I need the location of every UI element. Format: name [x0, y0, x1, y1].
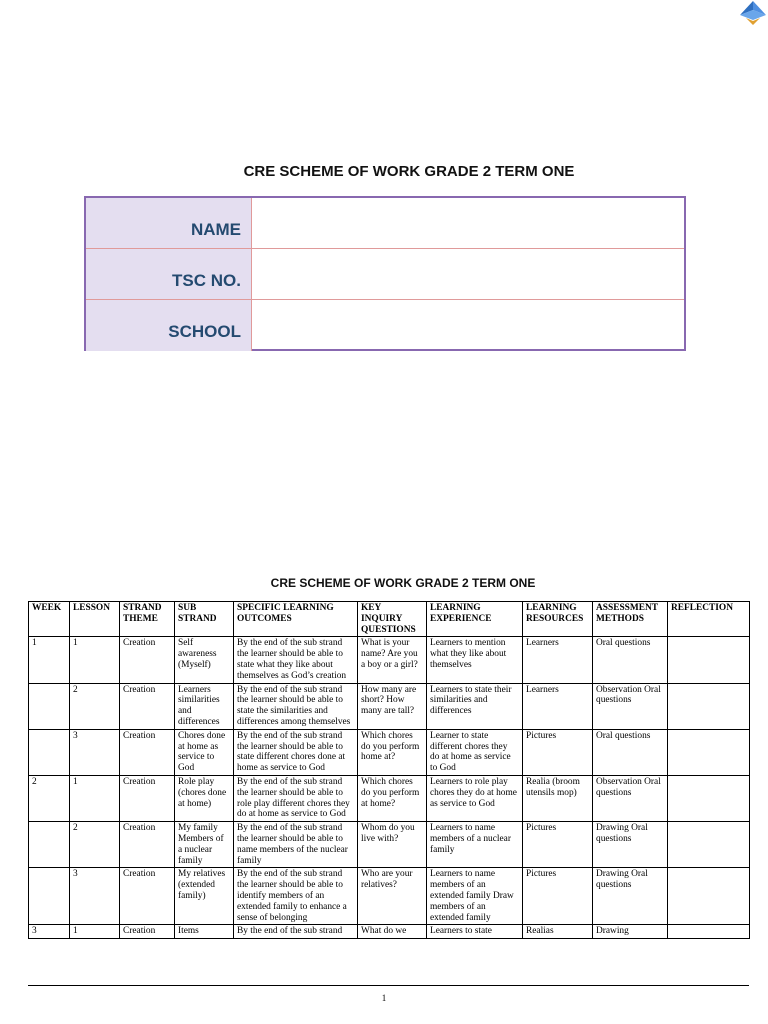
publisher-logo-icon [736, 0, 768, 28]
cell-week [29, 868, 70, 925]
cell-experience: Learners to state their similarities and differences [427, 683, 523, 729]
cell-lesson: 3 [70, 729, 120, 775]
header-sub-strand: SUB STRAND [175, 602, 234, 637]
cell-strand: Creation [120, 729, 175, 775]
cell-lesson: 2 [70, 822, 120, 868]
cell-resources: Learners [523, 637, 593, 683]
cell-reflection [668, 868, 750, 925]
table-row [29, 683, 750, 729]
header-lesson: LESSON [70, 602, 120, 637]
cell-outcomes: By the end of the sub strand the learner should be able to role play different chores they do at home as service to God [234, 775, 358, 821]
header-week: WEEK [29, 602, 70, 637]
cell-lesson: 3 [70, 868, 120, 925]
cell-experience: Learners to mention what they like about themselves [427, 637, 523, 683]
cell-questions: Whom do you live with? [358, 822, 427, 868]
cell-strand: Creation [120, 775, 175, 821]
cell-reflection [668, 729, 750, 775]
cell-resources: Pictures [523, 822, 593, 868]
cell-sub-strand: Chores done at home as service to God [175, 729, 234, 775]
scheme-of-work-table [28, 601, 750, 939]
cell-assessment: Drawing Oral questions [593, 822, 668, 868]
cell-strand: Creation [120, 925, 175, 939]
cell-outcomes: By the end of the sub strand the learner should be able to state the similarities and differences among themselves [234, 683, 358, 729]
cell-reflection [668, 775, 750, 821]
cell-questions: Which chores do you perform home at? [358, 729, 427, 775]
cell-week [29, 683, 70, 729]
table-row [29, 925, 750, 939]
cell-week: 2 [29, 775, 70, 821]
cell-experience: Learners to name members of a nuclear family [427, 822, 523, 868]
cell-experience: Learners to state [427, 925, 523, 939]
cell-outcomes: By the end of the sub strand the learner should be able to identify members of an extended family to enhance a sense of belonging [234, 868, 358, 925]
cell-questions: What do we [358, 925, 427, 939]
cell-outcomes: By the end of the sub strand the learner should be able to state what they like about themselves as God’s creation [234, 637, 358, 683]
cell-lesson: 1 [70, 925, 120, 939]
tsc-value [252, 249, 684, 299]
cell-reflection [668, 683, 750, 729]
cell-assessment: Observation Oral questions [593, 775, 668, 821]
document-title: CRE SCHEME OF WORK GRADE 2 TERM ONE [243, 163, 575, 180]
cell-strand: Creation [120, 683, 175, 729]
cell-questions: Which chores do you perform at home? [358, 775, 427, 821]
table-header-row [29, 602, 750, 637]
cell-questions: What is your name? Are you a boy or a girl? [358, 637, 427, 683]
table-row [29, 868, 750, 925]
cell-reflection [668, 925, 750, 939]
table-title: CRE SCHEME OF WORK GRADE 2 TERM ONE [270, 576, 536, 590]
cell-week: 3 [29, 925, 70, 939]
cell-strand: Creation [120, 822, 175, 868]
header-reflection: REFLECTION [668, 602, 750, 637]
cell-questions: Who are your relatives? [358, 868, 427, 925]
cell-sub-strand: Role play (chores done at home) [175, 775, 234, 821]
cell-sub-strand: My family Members of a nuclear family [175, 822, 234, 868]
cell-experience: Learner to state different chores they do at home as service to God [427, 729, 523, 775]
cell-resources: Pictures [523, 868, 593, 925]
header-experience: LEARNING EXPERIENCE [427, 602, 523, 637]
school-label: SCHOOL [86, 300, 252, 351]
cell-resources: Realias [523, 925, 593, 939]
name-value [252, 198, 684, 248]
cell-sub-strand: Self awareness (Myself) [175, 637, 234, 683]
cell-resources: Learners [523, 683, 593, 729]
header-questions: KEY INQUIRY QUESTIONS [358, 602, 427, 637]
header-outcomes: SPECIFIC LEARNING OUTCOMES [234, 602, 358, 637]
cell-strand: Creation [120, 868, 175, 925]
cell-assessment: Observation Oral questions [593, 683, 668, 729]
table-row [29, 775, 750, 821]
cell-questions: How many are short? How many are tall? [358, 683, 427, 729]
table-row [29, 822, 750, 868]
cell-week [29, 822, 70, 868]
cell-experience: Learners to name members of an extended family Draw members of an extended family [427, 868, 523, 925]
cell-lesson: 1 [70, 775, 120, 821]
cell-resources: Pictures [523, 729, 593, 775]
cell-experience: Learners to role play chores they do at home as service to God [427, 775, 523, 821]
cell-assessment: Drawing [593, 925, 668, 939]
school-value [252, 300, 684, 351]
header-resources: LEARNING RESOURCES [523, 602, 593, 637]
cell-assessment: Oral questions [593, 729, 668, 775]
cell-sub-strand: Items [175, 925, 234, 939]
name-label: NAME [86, 198, 252, 248]
header-strand: STRAND THEME [120, 602, 175, 637]
cell-sub-strand: Learners similarities and differences [175, 683, 234, 729]
cell-lesson: 1 [70, 637, 120, 683]
info-row-school [86, 300, 684, 351]
cell-reflection [668, 637, 750, 683]
info-row-name [86, 198, 684, 249]
cell-resources: Realia (broom utensils mop) [523, 775, 593, 821]
cell-reflection [668, 822, 750, 868]
cell-sub-strand: My relatives (extended family) [175, 868, 234, 925]
teacher-info-box [84, 196, 686, 351]
cell-week: 1 [29, 637, 70, 683]
page-number: 1 [381, 993, 387, 1003]
cell-outcomes: By the end of the sub strand [234, 925, 358, 939]
table-row [29, 637, 750, 683]
cell-outcomes: By the end of the sub strand the learner should be able to state different chores done at home as service to God [234, 729, 358, 775]
page-footer-area [0, 986, 768, 1024]
cell-assessment: Drawing Oral questions [593, 868, 668, 925]
cell-week [29, 729, 70, 775]
header-assessment: ASSESSMENT METHODS [593, 602, 668, 637]
table-row [29, 729, 750, 775]
table-cut-line [28, 985, 749, 986]
tsc-label: TSC NO. [86, 249, 252, 299]
cell-assessment: Oral questions [593, 637, 668, 683]
info-row-tsc [86, 249, 684, 300]
cell-outcomes: By the end of the sub strand the learner should be able to name members of the nuclear family [234, 822, 358, 868]
cell-strand: Creation [120, 637, 175, 683]
cell-lesson: 2 [70, 683, 120, 729]
